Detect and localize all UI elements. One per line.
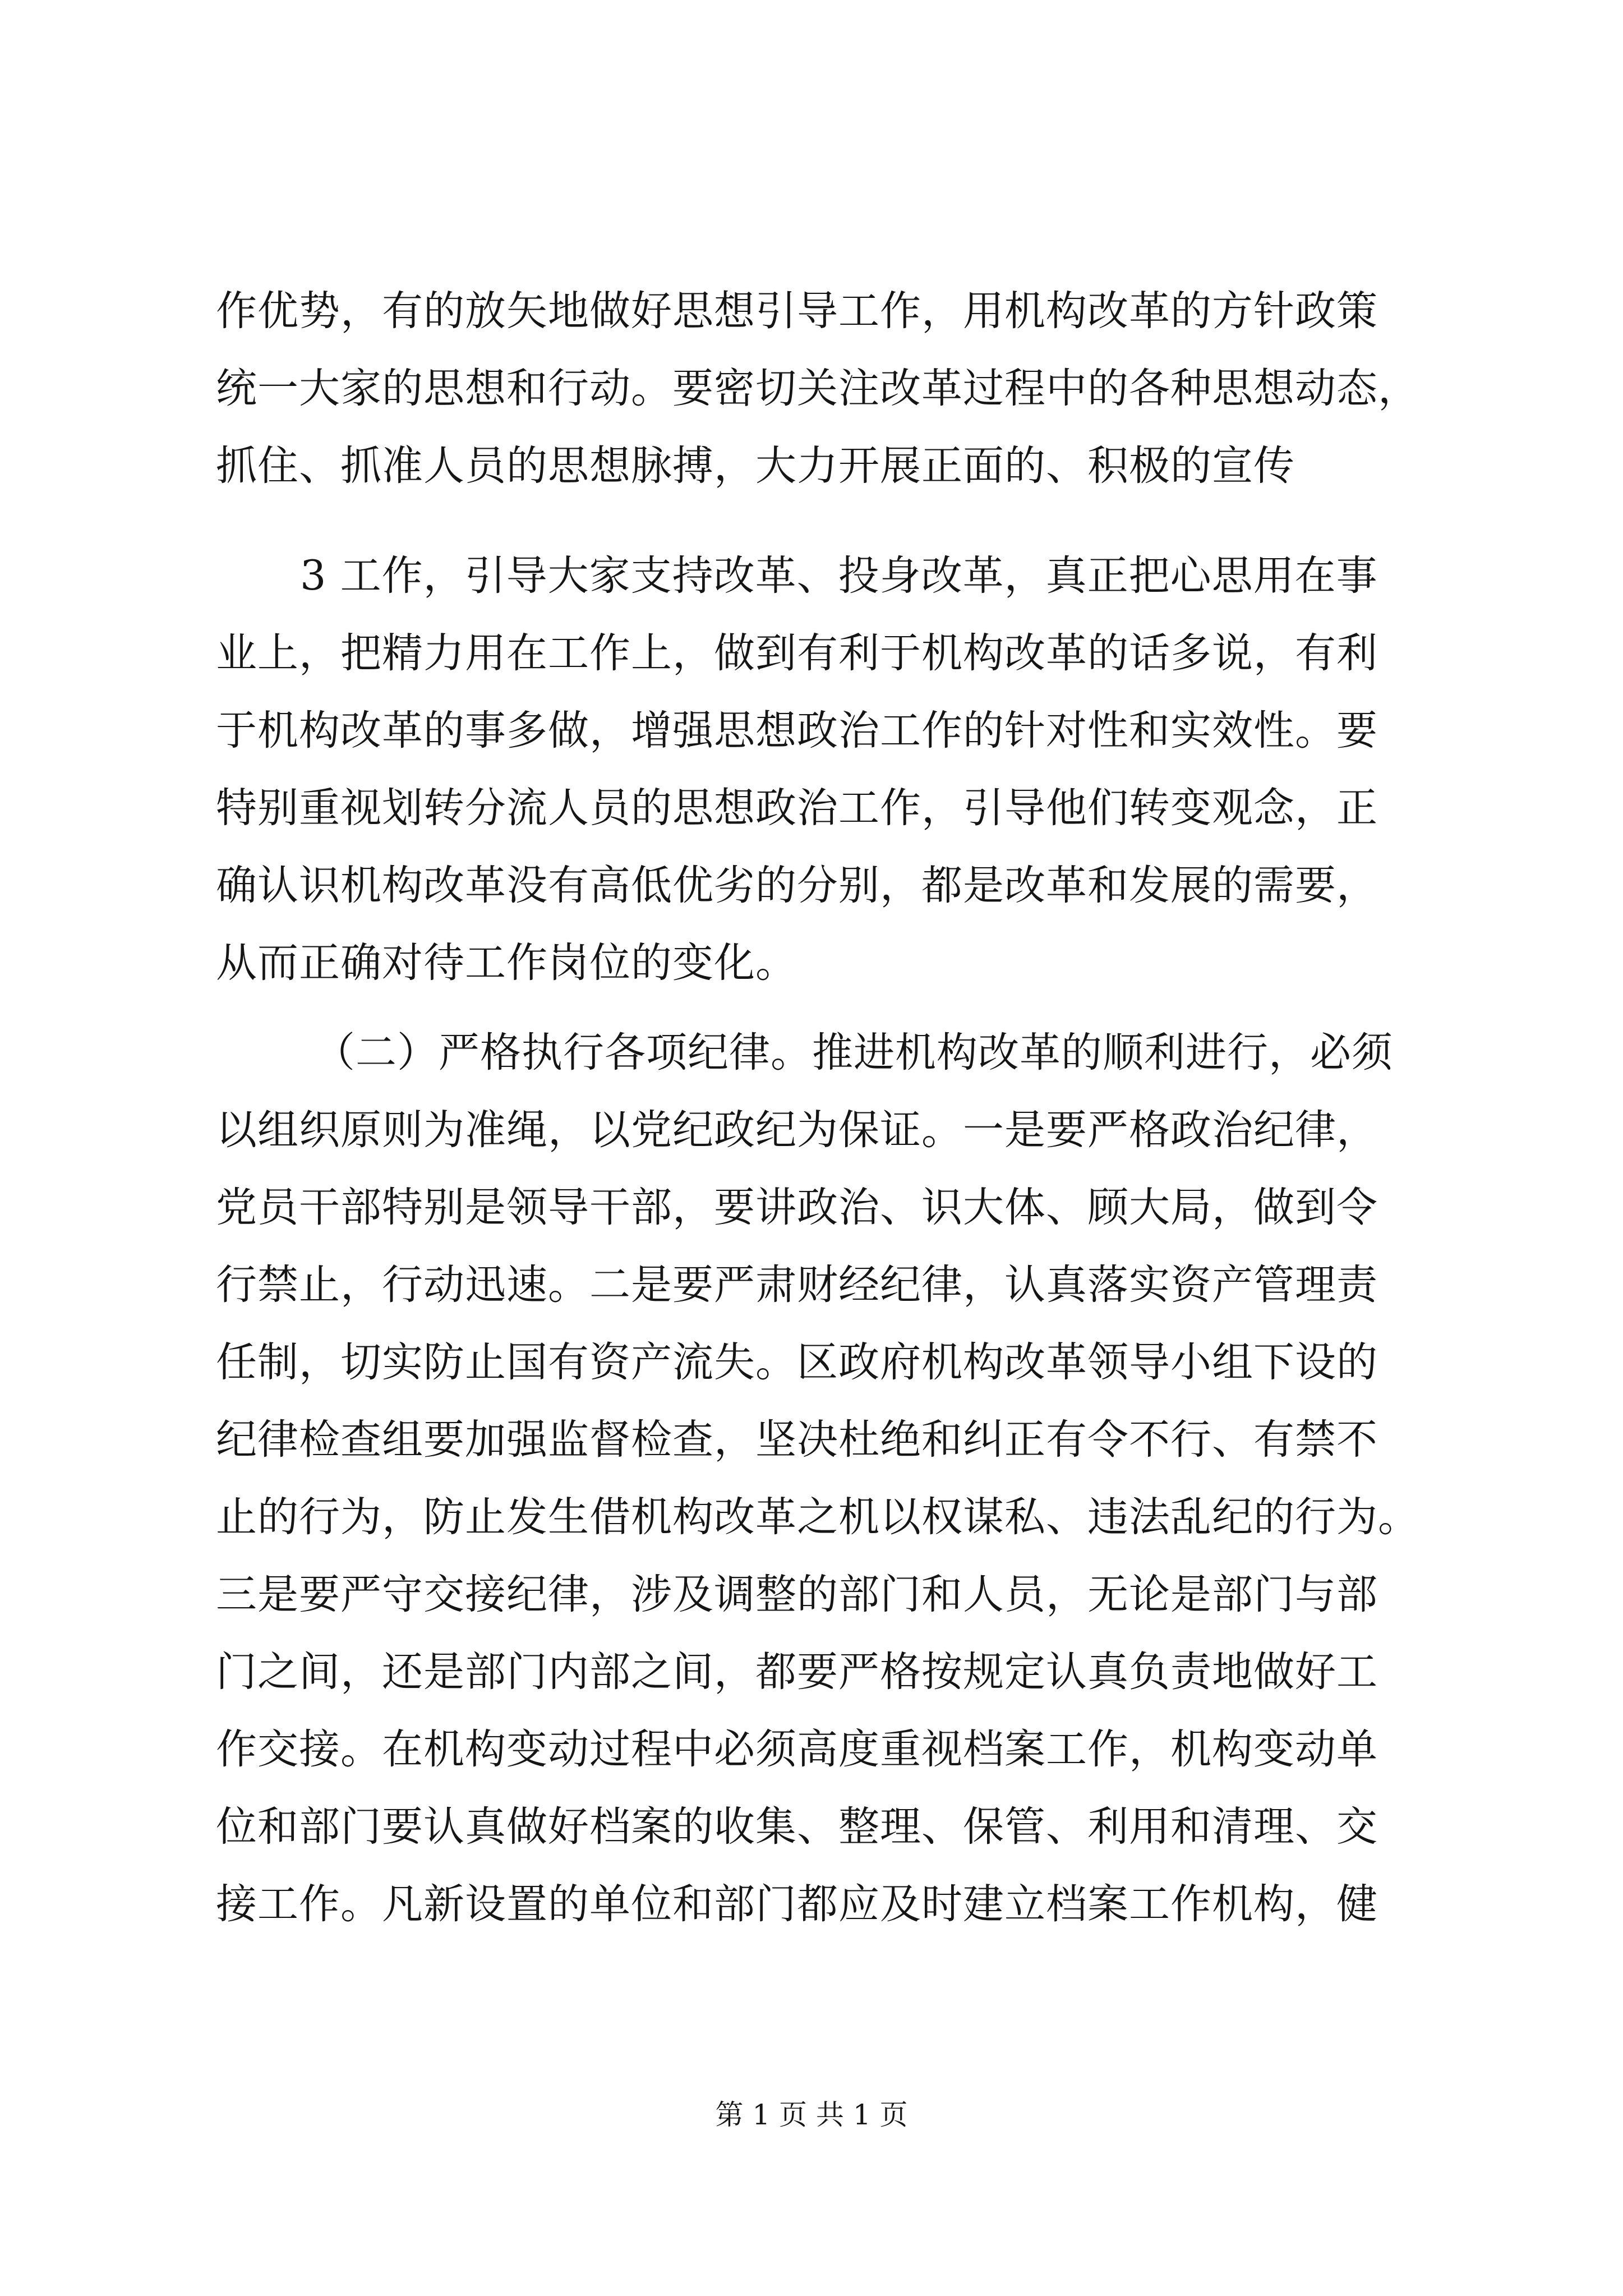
- body-line-2: 统一大家的思想和行动。要密切关注改革过程中的各种思想动态，: [216, 365, 1419, 412]
- body-line-5: 业上，把精力用在工作上，做到有利于机构改革的话多说，有利: [216, 629, 1378, 677]
- body-line-7: 特别重视划转分流人员的思想政治工作，引导他们转变观念，正: [216, 784, 1378, 832]
- body-line-18: 门之间，还是部门内部之间，都要严格按规定认真负责地做好工: [216, 1648, 1378, 1696]
- body-line-13: 行禁止，行动迅速。二是要严肃财经纪律，认真落实资产管理责: [216, 1261, 1378, 1309]
- body-line-16: 止的行为，防止发生借机构改革之机以权谋私、违法乱纪的行为。: [216, 1493, 1419, 1541]
- body-line-9: 从而正确对待工作岗位的变化。: [216, 939, 797, 987]
- body-line-3: 抓住、抓准人员的思想脉搏，大力开展正面的、积极的宣传: [216, 442, 1295, 490]
- body-line-21: 接工作。凡新设置的单位和部门都应及时建立档案工作机构，健: [216, 1880, 1378, 1928]
- page-footer: 第 1 页 共 1 页: [715, 2099, 908, 2131]
- body-line-12: 党员干部特别是领导干部，要讲政治、识大体、顾大局，做到令: [216, 1184, 1378, 1231]
- body-line-8: 确认识机构改革没有高低优劣的分别，都是改革和发展的需要，: [216, 862, 1378, 909]
- body-line-17: 三是要严守交接纪律，涉及调整的部门和人员，无论是部门与部: [216, 1571, 1378, 1618]
- body-line-11: 以组织原则为准绳，以党纪政纪为保证。一是要严格政治纪律，: [216, 1106, 1378, 1154]
- body-line-4: 3 工作，引导大家支持改革、投身改革，真正把心思用在事: [300, 552, 1378, 600]
- body-line-15: 纪律检查组要加强监督检查，坚决杜绝和纠正有令不行、有禁不: [216, 1416, 1378, 1464]
- body-line-6: 于机构改革的事多做，增强思想政治工作的针对性和实效性。要: [216, 707, 1378, 754]
- body-line-10: （二）严格执行各项纪律。推进机构改革的顺利进行，必须: [314, 1029, 1393, 1076]
- body-line-19: 作交接。在机构变动过程中必须高度重视档案工作，机构变动单: [216, 1726, 1378, 1773]
- body-line-1: 作优势，有的放矢地做好思想引导工作，用机构改革的方针政策: [216, 287, 1378, 335]
- body-line-14: 任制，切实防止国有资产流失。区政府机构改革领导小组下设的: [216, 1338, 1378, 1386]
- body-line-20: 位和部门要认真做好档案的收集、整理、保管、利用和清理、交: [216, 1803, 1378, 1851]
